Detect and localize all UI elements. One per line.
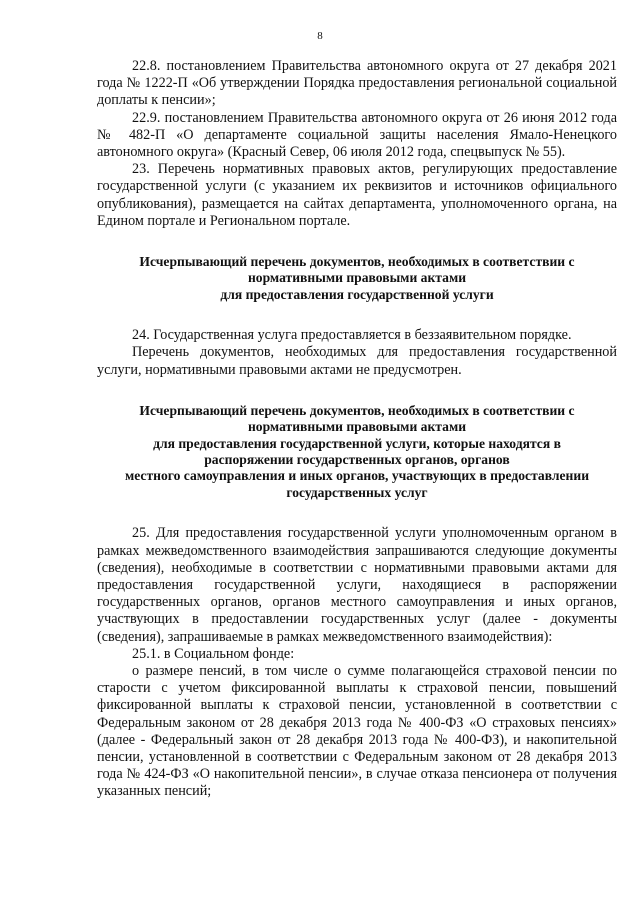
paragraph-25-1-pensions: о размере пенсий, в том числе о сумме полагающейся страховой пенсии по старости с учетом фиксированной выплаты к страховой пенсии, повышений фиксированной выплаты к страховой пенсии, установленной в соответствии с Федеральным законом от 28 декабря 2013 года № 400-ФЗ «О страховых пенсиях» (далее - Федеральный закон от 28 декабря 2013 года № 400-ФЗ), и накопительной пенсии, установленной в соответствии с Федеральным законом от 28 декабря 2013 года № 424-ФЗ «О накопительной пенсии», в случае отказа пенсионера от получения указанных пенсий; [97,662,617,800]
heading-line: для предоставления государственной услуги [220,286,494,302]
heading-line: Исчерпывающий перечень документов, необходимых в соответствии с [139,402,575,418]
heading-line: нормативными правовыми актами [247,270,467,286]
paragraph-25-1: 25.1. в Социальном фонде: [132,645,295,662]
document-body [97,58,617,801]
page-number: 8 [317,30,323,42]
section-heading-documents [97,254,617,303]
heading-line: местного самоуправления и иных органов, участвующих в предоставлении [124,468,590,484]
heading-line: нормативными правовыми актами [247,419,467,435]
paragraph-24-continuation: Перечень документов, необходимых для предоставления государственной услуги, нормативными правовыми актами не предусмотрен. [97,344,617,378]
paragraph-23: 23. Перечень нормативных правовых актов, регулирующих предоставление государственной услуги (с указанием их реквизитов и источников официального опубликования), размещается на сайтах департамента, уполномоченного органа, на Едином портале и Региональном портале. [97,161,617,229]
heading-line: для предоставления государственной услуги, которые находятся в [153,435,561,451]
paragraph-22-9: 22.9. постановлением Правительства автономного округа от 26 июня 2012 года № 482-П «О департаменте социальной защиты населения Ямало-Ненецкого автономного округа» (Красный Север, 06 июля 2012 года, спецвыпуск № 55). [97,109,617,161]
paragraph-22-8: 22.8. постановлением Правительства автономного округа от 27 декабря 2021 года № 1222-П «Об утверждении Порядка предоставления региональной социальной доплаты к пенсии»; [97,58,617,109]
paragraph-25: 25. Для предоставления государственной услуги уполномоченным органом в рамках межведомственного взаимодействия запрашиваются следующие документы (сведения), необходимые в соответствии с нормативными правовыми актами для предоставления государственной услуги, находящиеся в распоряжении государственных органов, органов местного самоуправления и иных органов, участвующих в предоставлении государственных услуг (далее - документы (сведения), запрашиваемые в рамках межведомственного взаимодействия): [97,525,617,645]
heading-line: распоряжении государственных органов, органов [204,452,510,468]
section-heading-interagency-documents [97,403,617,501]
heading-line: государственных услуг [286,484,428,500]
heading-line: Исчерпывающий перечень документов, необходимых в соответствии с [139,254,575,270]
paragraph-24: 24. Государственная услуга предоставляется в беззаявительном порядке. [132,327,572,344]
